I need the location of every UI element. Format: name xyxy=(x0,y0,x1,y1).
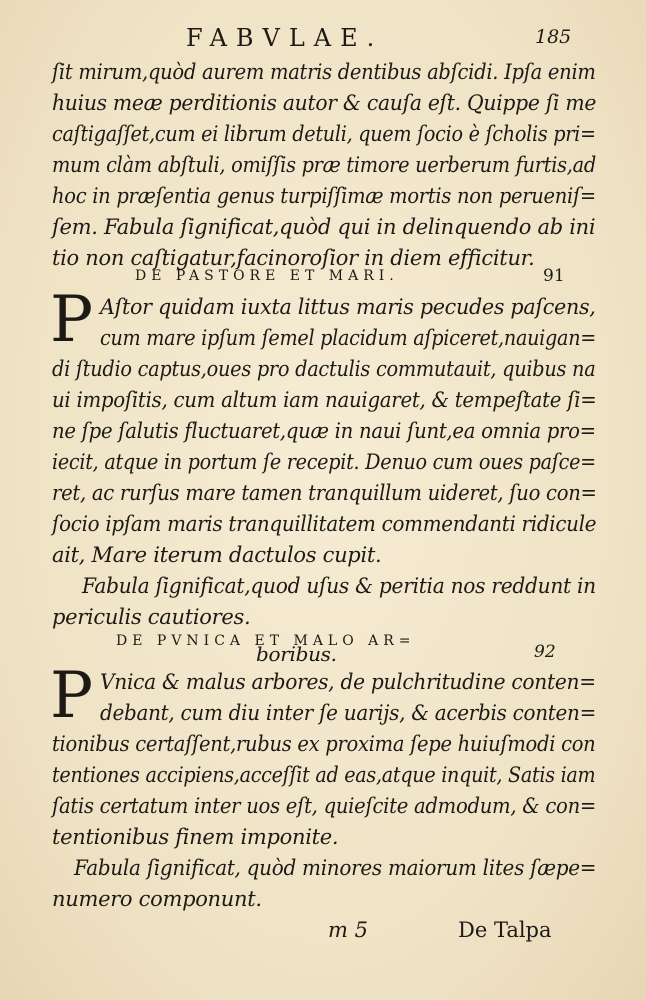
drop-capital: P xyxy=(50,283,94,357)
page-number: 185 xyxy=(535,26,572,48)
text-line: ſem. Fabula ſignificat,quòd qui in delinquendo ab ini xyxy=(52,215,596,239)
fable-number: 91 xyxy=(543,266,565,286)
text-line: ait, Mare iterum dactulos cupit. xyxy=(52,543,382,567)
running-title: FABVLAE. xyxy=(186,24,384,52)
drop-capital: P xyxy=(50,659,94,733)
moral-line: Fabula ſignificat,quod uſus & peritia nos reddunt in xyxy=(82,574,596,598)
catchword: De Talpa xyxy=(458,918,552,942)
text-line: tentionibus finem imponite. xyxy=(52,825,339,849)
text-line: debant, cum diu inter ſe uarijs, & acerbis conten= xyxy=(100,701,597,725)
text-line: cum mare ipſum ſemel placidum aſpiceret,nauigan= xyxy=(100,326,597,350)
text-line: Vnica & malus arbores, de pulchritudine conten= xyxy=(100,670,596,694)
text-line: di ſtudio captus,oues pro dactulis commutauit, quibus na xyxy=(52,357,596,381)
moral-line: periculis cautiores. xyxy=(52,605,251,629)
text-line: mum clàm abſtuli, omiſſis præ timore uerberum furtis,ad xyxy=(52,153,596,177)
text-line: ne ſpe ſalutis fluctuaret,quæ in naui ſunt,ea omnia pro= xyxy=(52,419,596,443)
text-line: tio non caſtigatur,facinoroſior in diem efficitur. xyxy=(52,246,535,270)
text-line: ſatis certatum inter uos eſt, quieſcite admodum, & con= xyxy=(52,794,597,818)
text-line: huius meæ perditionis autor & cauſa eſt. Quippe ſi me xyxy=(52,91,597,115)
signature-mark: m 5 xyxy=(328,918,368,942)
text-line: caſtigaſſet,cum ei librum detuli, quem ſocio è ſcholis pri= xyxy=(52,122,596,146)
fable-title: DE PVNICA ET MALO AR= xyxy=(116,633,416,649)
fable-number: 92 xyxy=(534,642,556,662)
text-line: iecit, atque in portum ſe recepit. Denuo cum oues paſce= xyxy=(52,450,596,474)
fable-title-cont: boribus. xyxy=(256,642,337,666)
text-line: ui impoſitis, cum altum iam nauigaret, & tempeſtate ſi= xyxy=(52,388,597,412)
text-line: ret, ac rurſus mare tamen tranquillum uideret, ſuo con= xyxy=(52,481,597,505)
moral-line: numero componunt. xyxy=(52,887,262,911)
text-line: ſit mirum,quòd aurem matris dentibus abſcidi. Ipſa enim xyxy=(52,60,596,84)
text-line: hoc in præſentia genus turpiſſimæ mortis non perueniſ= xyxy=(52,184,596,208)
text-line: Aſtor quidam iuxta littus maris pecudes paſcens, xyxy=(100,295,596,319)
fable-title: DE PASTORE ET MARI. xyxy=(135,268,399,284)
text-line: tentiones accipiens,acceſſit ad eas,atque inquit, Satis iam xyxy=(52,763,596,787)
moral-line: Fabula ſignificat, quòd minores maiorum lites ſæpe= xyxy=(74,856,597,880)
text-line: tionibus certaſſent,rubus ex proxima ſepe huiuſmodi con xyxy=(52,732,596,756)
text-line: ſocio ipſam maris tranquillitatem commendanti ridicule xyxy=(52,512,597,536)
